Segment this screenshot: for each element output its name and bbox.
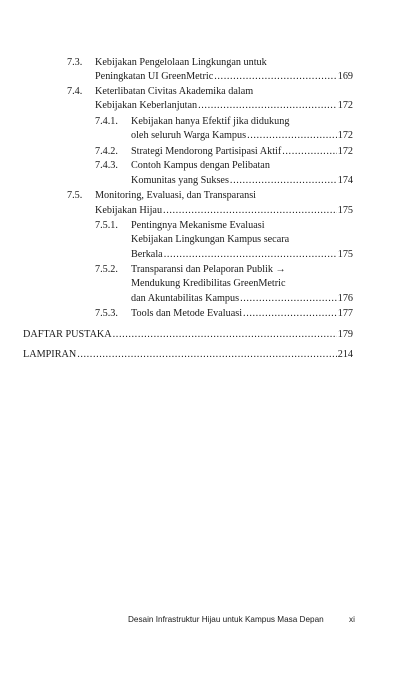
toc-number: 7.5.2. [95,264,118,275]
toc-entry[interactable] [95,70,353,84]
toc-page-number: 169 [337,71,353,82]
toc-entry-text [131,219,353,233]
toc-page-number: 177 [337,308,353,319]
toc-entry-text [131,277,353,291]
toc-entry[interactable] [131,248,353,262]
toc-entry[interactable] [95,99,353,113]
toc-entry[interactable] [131,307,353,321]
leader-dots [163,204,337,218]
toc-entry-title: Kebijakan Hijau [95,205,163,216]
toc-number: 7.3. [67,57,83,68]
leader-dots [240,292,337,306]
toc-entry-title: oleh seluruh Warga Kampus [131,130,247,141]
toc-page-number: 179 [337,329,353,340]
leader-dots [113,328,337,342]
toc-page-number: 174 [337,175,353,186]
leader-dots [198,99,337,113]
toc-entry-text [131,263,353,277]
toc-entry[interactable] [23,328,353,342]
toc-page-number: 176 [337,293,353,304]
footer-book-title: Desain Infrastruktur Hijau untuk Kampus Masa Depan [128,615,324,624]
toc-page-number: 172 [337,100,353,111]
toc-entry-text [131,233,353,247]
toc-entry-title: DAFTAR PUSTAKA [23,329,112,340]
toc-entry[interactable] [131,174,353,188]
toc-number: 7.4. [67,86,83,97]
leader-dots [243,307,337,321]
toc-number: 7.4.1. [95,116,118,127]
toc-number: 7.5.1. [95,220,118,231]
toc-page-number: 214 [337,349,353,360]
toc-number: 7.5.3. [95,308,118,319]
toc-entry-title: Peningkatan UI GreenMetric [95,71,214,82]
toc-entry-text [95,189,353,203]
toc-page-number: 175 [337,249,353,260]
toc-page-number: 172 [337,130,353,141]
toc-number: 7.4.2. [95,146,118,157]
footer-page-number: xi [349,615,355,624]
toc-entry-title: dan Akuntabilitas Kampus [131,293,240,304]
leader-dots [77,348,337,362]
toc-entry[interactable] [131,129,353,143]
toc-entry-title: Transparansi dan Pelaporan Publik → [131,264,286,275]
toc-entry-title: Berkala [131,249,163,260]
leader-dots [214,70,336,84]
toc-entry-title: Contoh Kampus dengan Pelibatan [131,160,270,171]
toc-page-number: 175 [337,205,353,216]
toc-entry-title: Kebijakan Pengelolaan Lingkungan untuk [95,57,267,68]
leader-dots [247,129,337,143]
toc-entry-title: Monitoring, Evaluasi, dan Transparansi [95,190,257,201]
toc-entry-text [95,56,353,70]
toc-entry-title: Komunitas yang Sukses [131,175,229,186]
toc-number: 7.4.3. [95,160,118,171]
toc-entry-title: Tools dan Metode Evaluasi [131,308,243,319]
toc-entry[interactable] [95,204,353,218]
toc-page-number: 172 [337,146,353,157]
leader-dots [230,174,337,188]
toc-entry-title: Keterlibatan Civitas Akademika dalam [95,86,254,97]
leader-dots [282,145,336,159]
toc-entry-text [131,115,353,129]
toc-entry-title: LAMPIRAN [23,349,77,360]
toc-entry-title: Kebijakan Keberlanjutan [95,100,198,111]
toc-entry[interactable] [131,145,353,159]
toc-entry-title: Kebijakan Lingkungan Kampus secara [131,234,290,245]
toc-entry-text [95,85,353,99]
toc-entry[interactable] [131,292,353,306]
toc-entry-title: Strategi Mendorong Partisipasi Aktif [131,146,282,157]
toc-number: 7.5. [67,190,83,201]
toc-entry[interactable] [23,348,353,362]
toc-entry-title: Pentingnya Mekanisme Evaluasi [131,220,265,231]
toc-entry-title: Kebijakan hanya Efektif jika didukung [131,116,290,127]
leader-dots [164,248,337,262]
toc-entry-title: Mendukung Kredibilitas GreenMetric [131,278,286,289]
toc-entry-text [131,159,353,173]
